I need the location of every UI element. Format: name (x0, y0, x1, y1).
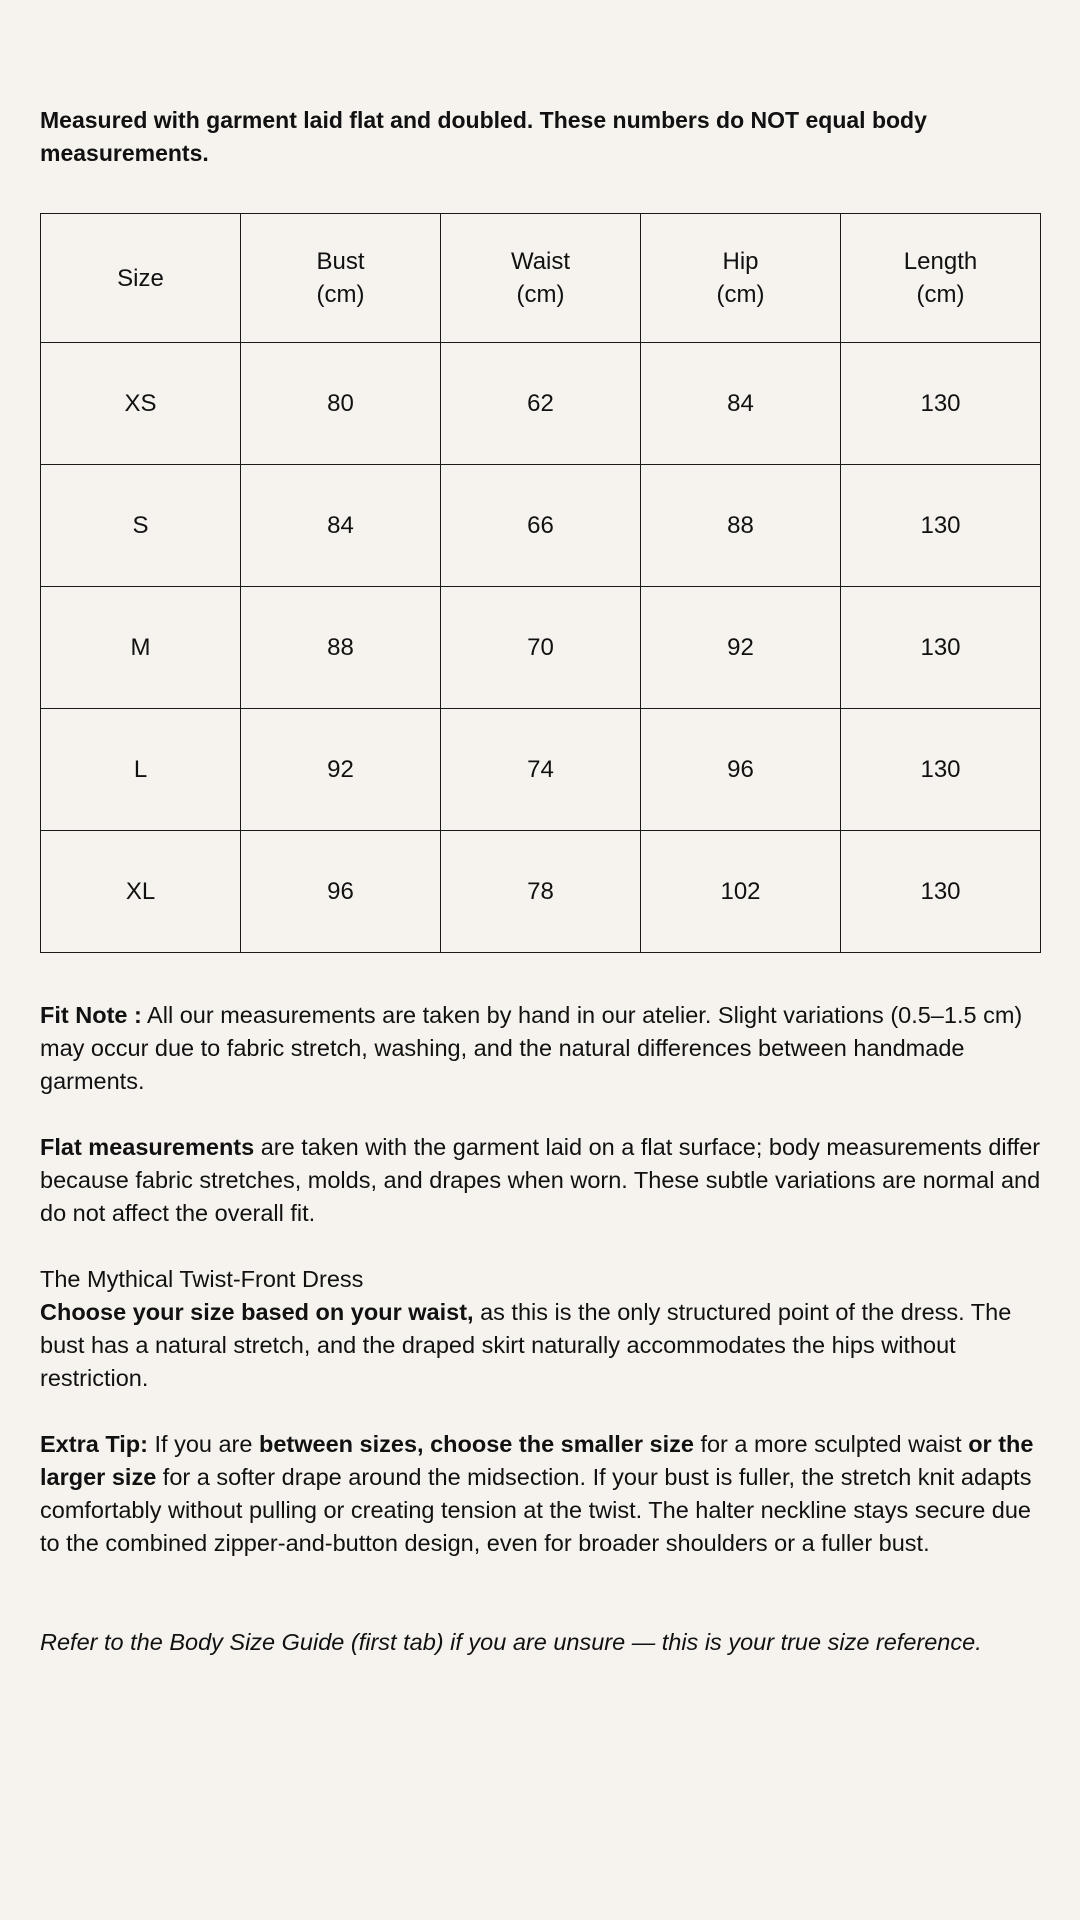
header-size-label: Size (117, 264, 164, 292)
table-row (41, 831, 1041, 953)
cell-hip: 102 (641, 831, 841, 953)
cell-waist: 66 (441, 465, 641, 587)
extra-tip-text-3: for a softer drape around the midsection. If your bust is fuller, the stretch knit adapts comfortably without pulling or creating tension at the twist. The halter neckline stays secure due to the combined zipper-and-button design, even for broader shoulders or a fuller bust. (40, 1464, 1032, 1556)
fit-note-text: All our measurements are taken by hand in our atelier. Slight variations (0.5–1.5 cm) may occur due to fabric stretch, washing, and the natural differences between handmade garments. (40, 1002, 1023, 1094)
header-bust-label: Bust (316, 248, 365, 275)
refer-note: Refer to the Body Size Guide (first tab) if you are unsure — this is your true size reference. (40, 1629, 982, 1655)
cell-size: S (41, 465, 241, 587)
cell-waist: 74 (441, 709, 641, 831)
cell-length: 130 (841, 709, 1041, 831)
header-hip-label: Hip (722, 248, 759, 275)
cell-hip: 84 (641, 343, 841, 465)
header-length-label: Length (903, 248, 978, 275)
header-size (41, 214, 241, 343)
intro-note: Measured with garment laid flat and doubled. These numbers do NOT equal body measurements. (40, 107, 927, 166)
cell-bust: 80 (241, 343, 441, 465)
size-table (40, 213, 1041, 953)
cell-size: XL (41, 831, 241, 953)
dress-title: The Mythical Twist-Front Dress (40, 1266, 364, 1292)
extra-tip-text-2: for a more sculpted waist (693, 1431, 969, 1457)
cell-hip: 96 (641, 709, 841, 831)
cell-length: 130 (841, 465, 1041, 587)
cell-length: 130 (841, 831, 1041, 953)
cell-length: 130 (841, 587, 1041, 709)
header-waist (441, 214, 641, 343)
flat-measurements-paragraph (40, 1131, 1050, 1230)
header-bust (241, 214, 441, 343)
header-hip (641, 214, 841, 343)
extra-tip-label: Extra Tip: (40, 1431, 148, 1457)
extra-tip-text-1: If you are (147, 1431, 259, 1457)
cell-hip: 88 (641, 465, 841, 587)
header-bust-unit: (cm) (316, 281, 365, 308)
cell-size: L (41, 709, 241, 831)
table-row (41, 465, 1041, 587)
fit-note-paragraph (40, 999, 1050, 1098)
header-length-unit: (cm) (916, 281, 965, 308)
cell-waist: 62 (441, 343, 641, 465)
dress-advice-bold: Choose your size based on your waist, (40, 1299, 474, 1325)
cell-waist: 78 (441, 831, 641, 953)
extra-tip-bold-2: or the larger size (40, 1431, 1034, 1490)
dress-paragraph (40, 1263, 1050, 1395)
cell-bust: 88 (241, 587, 441, 709)
extra-tip-bold-1: between sizes, choose the smaller size (258, 1431, 694, 1457)
cell-hip: 92 (641, 587, 841, 709)
table-row (41, 709, 1041, 831)
header-waist-label: Waist (510, 248, 571, 275)
header-length (841, 214, 1041, 343)
cell-waist: 70 (441, 587, 641, 709)
cell-bust: 92 (241, 709, 441, 831)
cell-size: XS (41, 343, 241, 465)
table-header-row (41, 214, 1041, 343)
cell-length: 130 (841, 343, 1041, 465)
cell-bust: 84 (241, 465, 441, 587)
cell-bust: 96 (241, 831, 441, 953)
flat-measurements-text: are taken with the garment laid on a flat surface; body measurements differ because fabric stretches, molds, and drapes when worn. These subtle variations are normal and do not affect the overall fit. (40, 1134, 1041, 1226)
table-row (41, 343, 1041, 465)
extra-tip-paragraph (40, 1428, 1050, 1560)
header-hip-unit: (cm) (716, 281, 765, 308)
cell-size: M (41, 587, 241, 709)
table-row (41, 587, 1041, 709)
fit-note-label: Fit Note : (40, 1002, 142, 1028)
dress-advice-text: as this is the only structured point of the dress. The bust has a natural stretch, and the draped skirt naturally accommodates the hips without restriction. (40, 1299, 1012, 1391)
flat-measurements-label: Flat measurements (40, 1134, 255, 1160)
header-waist-unit: (cm) (516, 281, 565, 308)
